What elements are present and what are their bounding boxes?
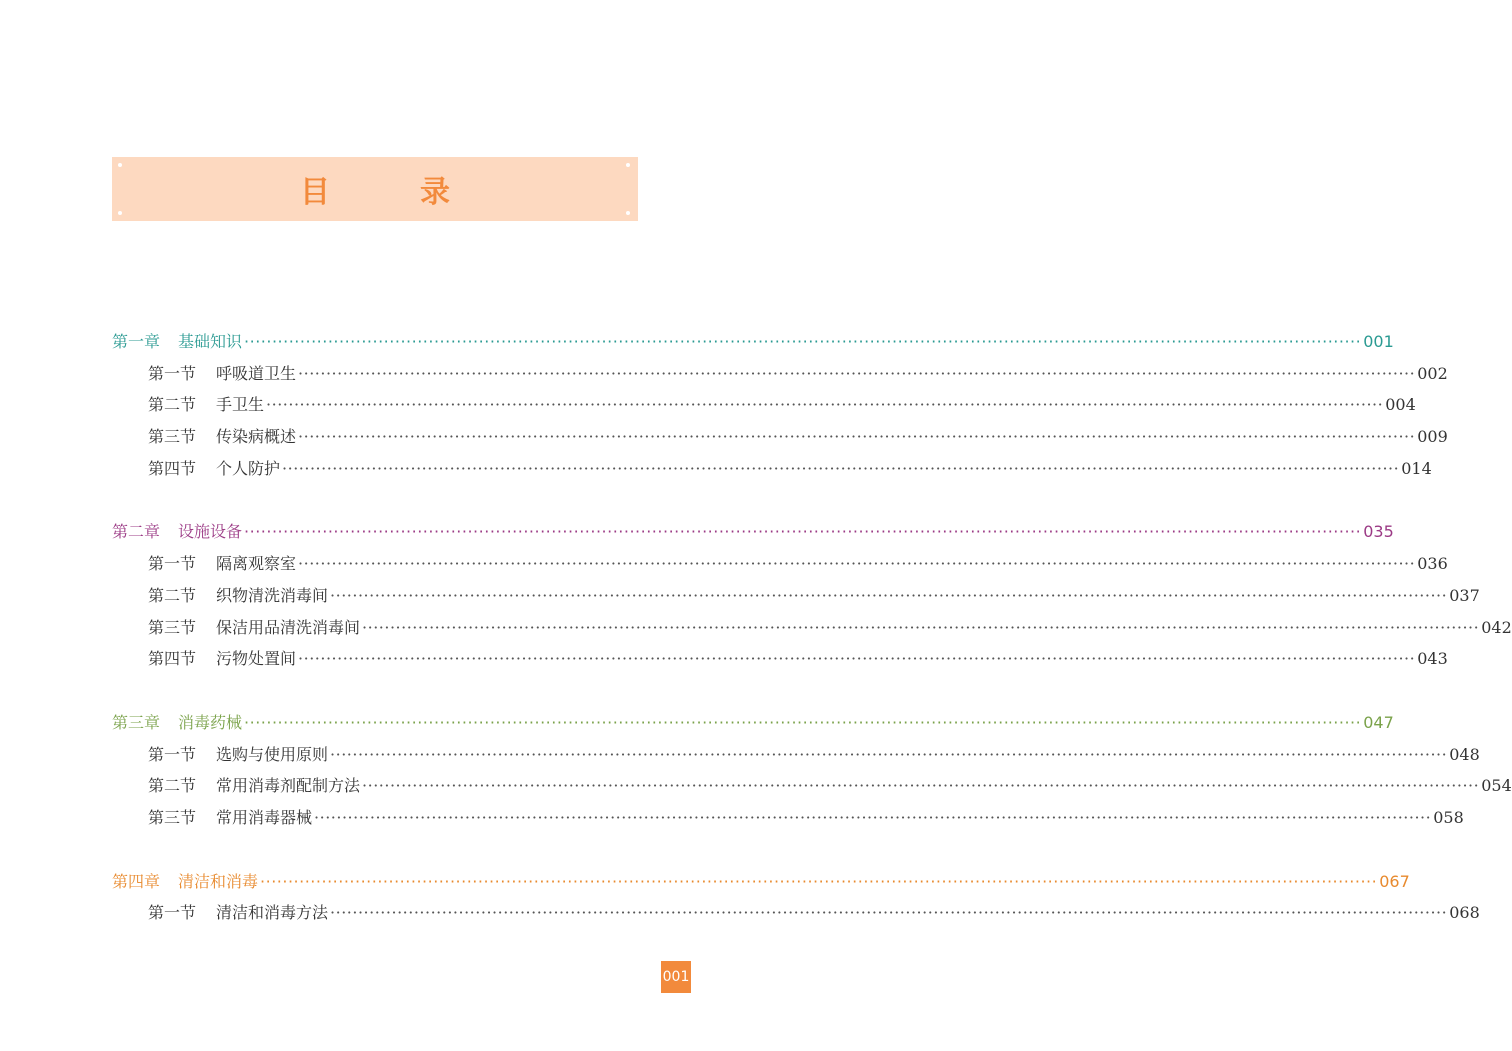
table-of-contents	[112, 326, 1512, 929]
section-page: 004	[1385, 395, 1416, 415]
chapter-page: 047	[1363, 712, 1394, 732]
section-title: 呼吸道卫生	[216, 363, 297, 383]
section-title: 传染病概述	[216, 427, 297, 447]
dot-leader: ········································································································································································································	[244, 712, 1362, 732]
section-number: 第三节	[148, 427, 197, 447]
toc-section-row[interactable]	[112, 389, 1416, 421]
toc-section-row[interactable]	[112, 802, 1464, 834]
dot-leader: ········································································································································································································	[298, 554, 1416, 574]
chapter-gap	[112, 834, 638, 866]
chapter-number: 第三章	[112, 712, 161, 732]
section-title: 污物处置间	[216, 649, 297, 669]
chapter-page: 001	[1363, 332, 1394, 351]
dot-leader: ········································································································································································································	[314, 807, 1432, 827]
chapter-title: 基础知识	[178, 332, 243, 351]
section-page: 009	[1417, 427, 1448, 447]
title-banner	[112, 157, 638, 221]
section-number: 第一节	[148, 554, 197, 574]
chapter-page: 067	[1379, 871, 1410, 891]
section-page: 058	[1433, 807, 1464, 827]
dot-leader: ········································································································································································································	[330, 744, 1448, 764]
dot-leader: ········································································································································································································	[298, 649, 1416, 669]
chapter-gap	[112, 484, 638, 516]
section-number: 第二节	[148, 395, 197, 415]
dot-leader: ········································································································································································································	[282, 458, 1400, 478]
section-page: 036	[1417, 554, 1448, 574]
toc-section-row[interactable]	[112, 580, 1480, 612]
section-number: 第二节	[148, 776, 197, 796]
section-page: 037	[1449, 585, 1480, 605]
toc-section-row[interactable]	[112, 453, 1432, 485]
toc-section-row[interactable]	[112, 612, 1512, 644]
dot-leader: ········································································································································································································	[330, 585, 1448, 605]
toc-chapter-row[interactable]	[112, 326, 1394, 358]
dot-leader: ········································································································································································································	[244, 522, 1362, 542]
dot-leader: ········································································································································································································	[266, 395, 1384, 415]
toc-section-row[interactable]	[112, 358, 1448, 390]
section-number: 第一节	[148, 744, 197, 764]
chapter-number: 第二章	[112, 522, 161, 542]
section-title: 清洁和消毒方法	[216, 903, 329, 923]
dot-leader: ········································································································································································································	[260, 871, 1378, 891]
section-title: 织物清洗消毒间	[216, 585, 329, 605]
section-title: 选购与使用原则	[216, 744, 329, 764]
chapter-number: 第四章	[112, 871, 161, 891]
section-page: 042	[1481, 617, 1512, 637]
toc-section-row[interactable]	[112, 421, 1448, 453]
dot-leader: ········································································································································································································	[298, 363, 1416, 383]
section-title: 手卫生	[216, 395, 265, 415]
toc-section-row[interactable]	[112, 643, 1448, 675]
section-page: 054	[1481, 776, 1512, 796]
toc-chapter-row[interactable]	[112, 707, 1394, 739]
toc-section-row[interactable]	[112, 739, 1480, 771]
chapter-number: 第一章	[112, 332, 161, 351]
toc-chapter-row[interactable]	[112, 516, 1394, 548]
section-number: 第四节	[148, 649, 197, 669]
toc-chapter-row[interactable]	[112, 866, 1410, 898]
section-number: 第二节	[148, 585, 197, 605]
chapter-title: 设施设备	[178, 522, 243, 542]
section-title: 个人防护	[216, 458, 281, 478]
section-number: 第三节	[148, 807, 197, 827]
toc-section-row[interactable]	[112, 897, 1480, 929]
page-number-badge: 001	[661, 961, 691, 993]
section-page: 068	[1449, 903, 1480, 923]
dot-leader: ········································································································································································································	[298, 427, 1416, 447]
section-title: 常用消毒剂配制方法	[216, 776, 361, 796]
section-number: 第一节	[148, 903, 197, 923]
section-page: 048	[1449, 744, 1480, 764]
chapter-page: 035	[1363, 522, 1394, 542]
dot-leader: ········································································································································································································	[244, 332, 1362, 351]
section-number: 第一节	[148, 363, 197, 383]
dot-leader: ········································································································································································································	[362, 617, 1480, 637]
section-page: 002	[1417, 363, 1448, 383]
section-number: 第四节	[148, 458, 197, 478]
dot-leader: ········································································································································································································	[362, 776, 1480, 796]
section-page: 014	[1401, 458, 1432, 478]
section-title: 常用消毒器械	[216, 807, 313, 827]
section-page: 043	[1417, 649, 1448, 669]
chapter-gap	[112, 675, 638, 707]
section-title: 保洁用品清洗消毒间	[216, 617, 361, 637]
chapter-title: 消毒药械	[178, 712, 243, 732]
section-title: 隔离观察室	[216, 554, 297, 574]
dot-leader: ········································································································································································································	[330, 903, 1448, 923]
toc-section-row[interactable]	[112, 548, 1448, 580]
chapter-title: 清洁和消毒	[178, 871, 259, 891]
page-title: 目 录	[300, 175, 480, 210]
toc-section-row[interactable]	[112, 770, 1512, 802]
section-number: 第三节	[148, 617, 197, 637]
